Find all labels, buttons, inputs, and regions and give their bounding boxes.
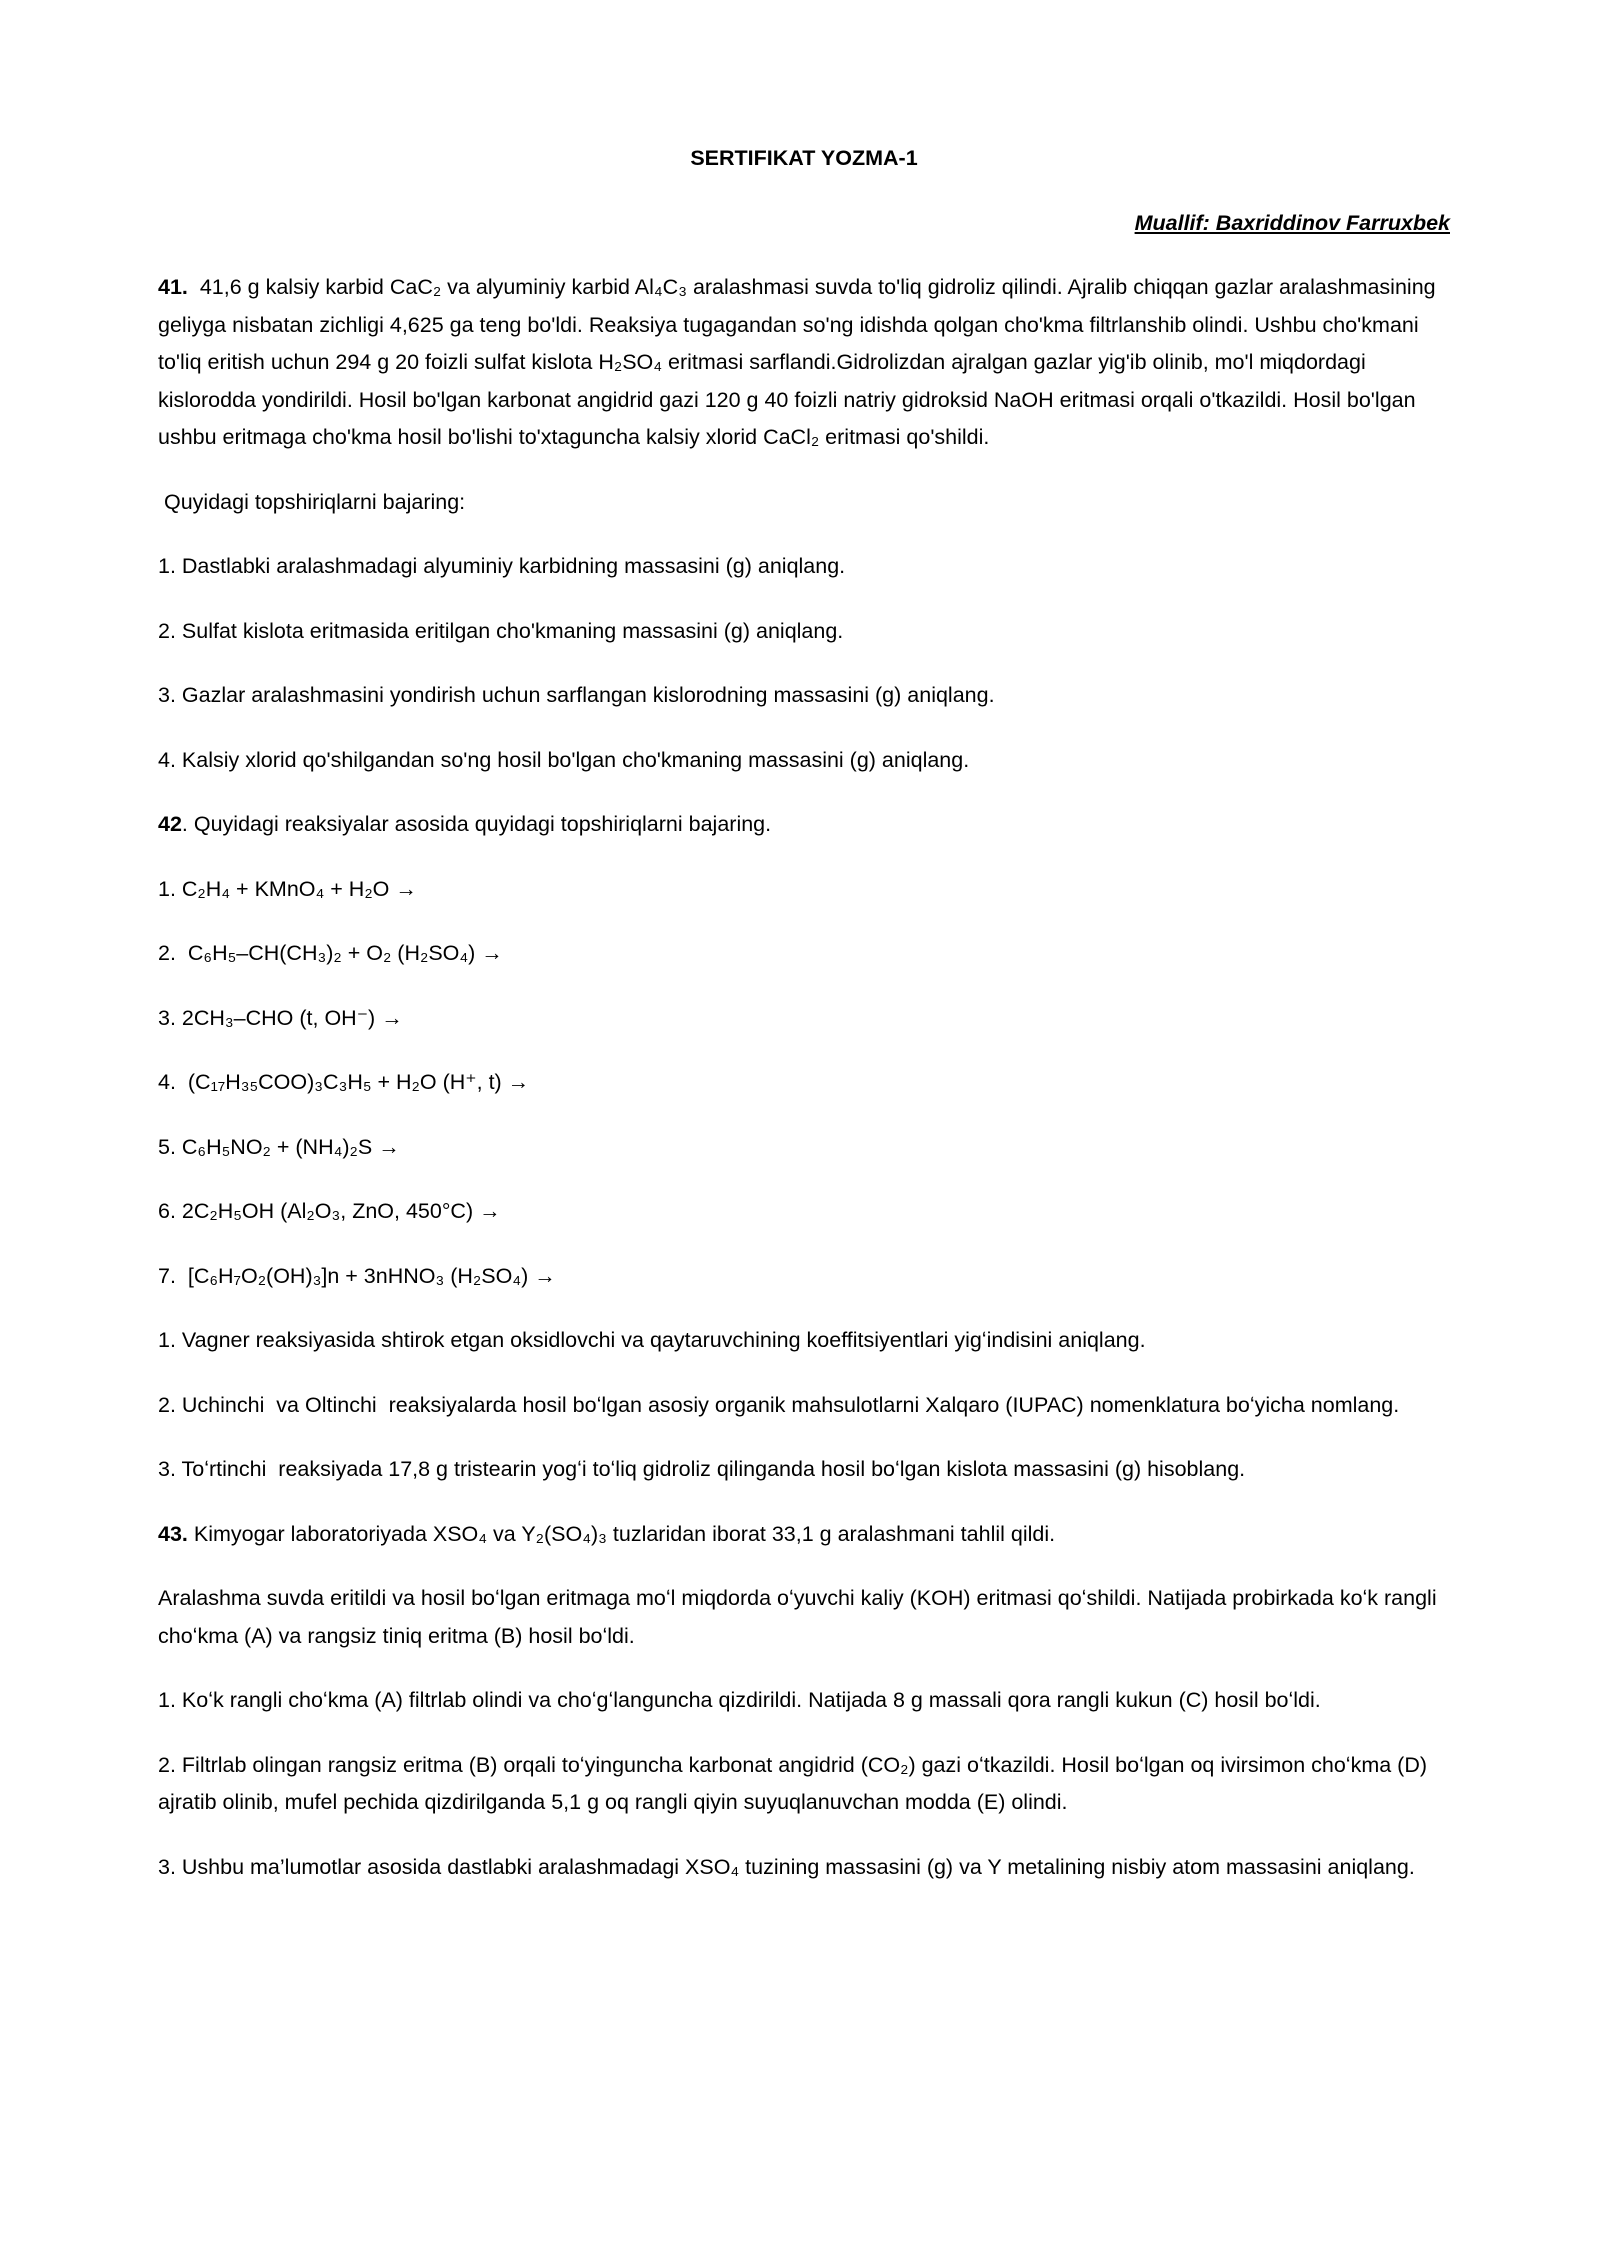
- question-42-reaction-5: 5. C₆H₅NO₂ + (NH₄)₂S →: [158, 1134, 400, 1159]
- question-41-text: 41,6 g kalsiy karbid CaC₂ va alyuminiy karbid Al₄C₃ aralashmasi suvda to'liq gidroliz qilindi. Ajralib chiqqan gazlar aralashmasining geliyga nisbatan zichligi 4,625 ga teng bo'ldi. Reaksiya tugagandan so'ng idishda qolgan cho'kma filtrlanshib olindi. Ushbu cho'kmani to'liq eritish uchun 294 g 20 foizli sulfat kislota H₂SO₄ eritmasi sarflandi.Gidrolizdan ajralgan gazlar yig'ib olinib, mo'l miqdordagi kislorodda yondirildi. Hosil bo'lgan karbonat angidrid gazi 120 g 40 foizli natriy gidroksid NaOH eritmasi orqali o'tkazildi. Hosil bo'lgan ushbu eritmaga cho'kma hosil bo'lishi to'xtaguncha kalsiy xlorid CaCl₂ eritmasi qo'shildi.: [158, 275, 1442, 449]
- question-41-instruction: Quyidagi topshiriqlarni bajaring:: [158, 489, 466, 514]
- question-43-number: 43.: [158, 1521, 188, 1546]
- question-41: [158, 269, 1450, 457]
- question-42-reaction-7: 7. [C₆H₇O₂(OH)₃]n + 3nHNO₃ (H₂SO₄) →: [158, 1263, 556, 1288]
- question-42-reaction-2: 2. C₆H₅–CH(CH₃)₂ + O₂ (H₂SO₄) →: [158, 941, 503, 965]
- question-43-step-1: 1. Koʻk rangli choʻkma (A) filtrlab olindi va choʻgʻlanguncha qizdirildi. Natijada 8 g massali qora rangli kukun (C) hosil boʻldi.: [158, 1688, 1321, 1712]
- question-43-description: Aralashma suvda eritildi va hosil boʻlgan eritmaga moʻl miqdorda oʻyuvchi kaliy (KOH) eritmasi qoʻshildi. Natijada probirkada koʻk rangli choʻkma (A) va rangsiz tiniq eritma (B) hosil boʻldi.: [158, 1586, 1443, 1648]
- question-42: [158, 806, 1450, 844]
- question-43: [158, 1516, 1450, 1554]
- question-42-reaction-3: 3. 2CH₃–CHO (t, OH⁻) →: [158, 1005, 403, 1030]
- question-42-reaction-1: 1. C₂H₄ + KMnO₄ + H₂O →: [158, 876, 417, 901]
- question-41-task-3: 3. Gazlar aralashmasini yondirish uchun sarflangan kislorodning massasini (g) aniqlang.: [158, 683, 995, 707]
- question-41-task-4: 4. Kalsiy xlorid qo'shilgandan so'ng hosil bo'lgan cho'kmaning massasini (g) aniqlang.: [158, 747, 970, 772]
- document-title: SERTIFIKAT YOZMA-1: [690, 146, 918, 170]
- question-42-task-1: 1. Vagner reaksiyasida shtirok etgan oksidlovchi va qaytaruvchining koeffitsiyentlari yigʻindisini aniqlang.: [158, 1328, 1146, 1352]
- question-42-task-2: 2. Uchinchi va Oltinchi reaksiyalarda hosil boʻlgan asosiy organik mahsulotlarni Xalqaro (IUPAC) nomenklatura boʻyicha nomlang.: [158, 1392, 1400, 1417]
- question-43-final-task: 3. Ushbu ma’lumotlar asosida dastlabki aralashmadagi XSO₄ tuzining massasini (g) va Y metalining nisbiy atom massasini aniqlang.: [158, 1854, 1415, 1879]
- author-line: [158, 205, 1450, 243]
- question-42-number: 42: [158, 812, 182, 836]
- question-41-number: 41.: [158, 275, 188, 299]
- question-43-step-2: 2. Filtrlab olingan rangsiz eritma (B) orqali toʻyinguncha karbonat angidrid (CO₂) gazi oʻtkazildi. Hosil boʻlgan oq ivirsimon choʻkma (D) ajratib olinib, mufel pechida qizdirilganda 5,1 g oq rangli qiyin suyuqlanuvchan modda (E) olindi.: [158, 1752, 1434, 1814]
- question-42-task-3: 3. Toʻrtinchi reaksiyada 17,8 g tristearin yogʻi toʻliq gidroliz qilinganda hosil boʻlgan kislota massasini (g) hisoblang.: [158, 1457, 1246, 1481]
- question-42-reaction-6: 6. 2C₂H₅OH (Al₂O₃, ZnO, 450°C) →: [158, 1199, 501, 1223]
- question-42-text: . Quyidagi reaksiyalar asosida quyidagi topshiriqlarni bajaring.: [181, 812, 772, 836]
- question-43-text: Kimyogar laboratoriyada XSO₄ va Y₂(SO₄)₃ tuzlaridan iborat 33,1 g aralashmani tahlil qildi.: [187, 1521, 1056, 1546]
- question-41-task-1: 1. Dastlabki aralashmadagi alyuminiy karbidning massasini (g) aniqlang.: [158, 554, 846, 578]
- author-name: Muallif: Baxriddinov Farruxbek: [1134, 210, 1450, 235]
- question-41-task-2: 2. Sulfat kislota eritmasida eritilgan cho'kmaning massasini (g) aniqlang.: [158, 618, 844, 643]
- question-42-reaction-4: 4. (C₁₇H₃₅COO)₃C₃H₅ + H₂O (H⁺, t) →: [158, 1070, 530, 1094]
